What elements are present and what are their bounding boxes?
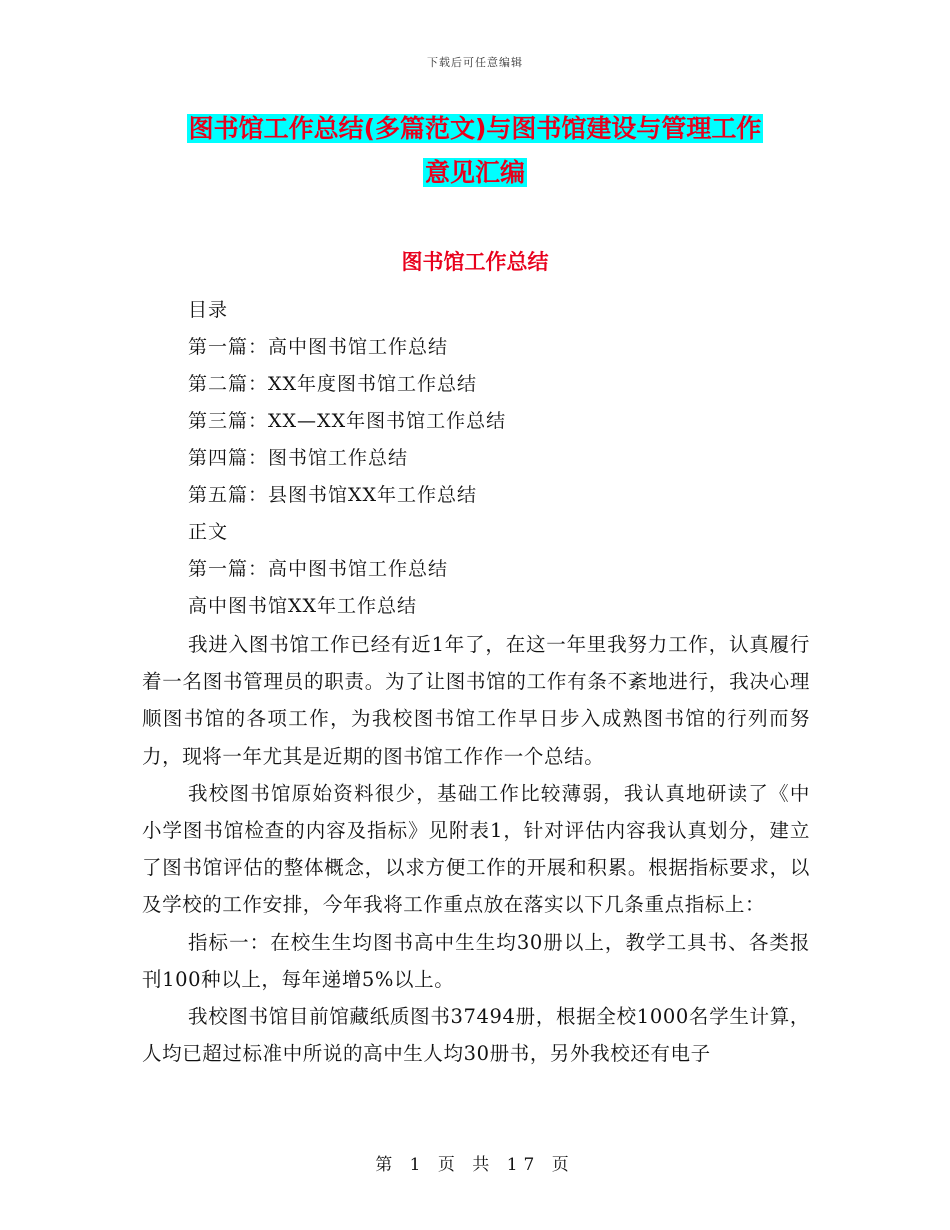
first-article-heading: 第一篇：高中图书馆工作总结 xyxy=(188,558,449,580)
article-body xyxy=(142,626,810,1072)
page-number-footer: 第 1 页 共 17 页 xyxy=(375,1155,575,1175)
paragraph: 我进入图书馆工作已经有近1年了，在这一年里我努力工作，认真履行着一名图书管理员的职责。为了让图书馆的工作有条不紊地进行，我决心理顺图书馆的各项工作，为我校图书馆工作早日步入成熟图书馆的行列而努力，现将一年尤其是近期的图书馆工作作一个总结。 xyxy=(142,633,810,768)
body-heading: 正文 xyxy=(188,521,229,543)
document-title-line-2 xyxy=(0,152,950,194)
toc-item: 第五篇：县图书馆XX年工作总结 xyxy=(188,484,478,506)
toc-heading: 目录 xyxy=(188,299,229,321)
header-note: 下载后可任意编辑 xyxy=(427,56,523,69)
toc-item: 第三篇：XX—XX年图书馆工作总结 xyxy=(188,410,507,432)
title-highlight: 图书馆工作总结(多篇范文)与图书馆建设与管理工作 xyxy=(188,114,762,143)
table-of-contents xyxy=(188,292,506,625)
paragraph: 指标一：在校生生均图书高中生生均30册以上，教学工具书、各类报刊100种以上，每年递增5%以上。 xyxy=(142,930,810,991)
title-highlight: 意见汇编 xyxy=(424,158,525,187)
document-title-line-1 xyxy=(0,108,950,150)
section-title: 图书馆工作总结 xyxy=(401,250,549,274)
toc-item: 第二篇：XX年度图书馆工作总结 xyxy=(188,373,478,395)
paragraph: 我校图书馆原始资料很少，基础工作比较薄弱，我认真地研读了《中小学图书馆检查的内容及指标》见附表1，针对评估内容我认真划分，建立了图书馆评估的整体概念，以求方便工作的开展和积累。根据指标要求，以及学校的工作安排，今年我将工作重点放在落实以下几条重点指标上： xyxy=(142,781,810,917)
toc-item: 第四篇：图书馆工作总结 xyxy=(188,447,409,469)
toc-item: 第一篇：高中图书馆工作总结 xyxy=(188,336,449,358)
first-article-subtitle: 高中图书馆XX年工作总结 xyxy=(188,595,418,617)
paragraph: 我校图书馆目前馆藏纸质图书37494册，根据全校1000名学生计算，人均已超过标准中所说的高中生人均30册书，另外我校还有电子 xyxy=(142,1005,810,1066)
